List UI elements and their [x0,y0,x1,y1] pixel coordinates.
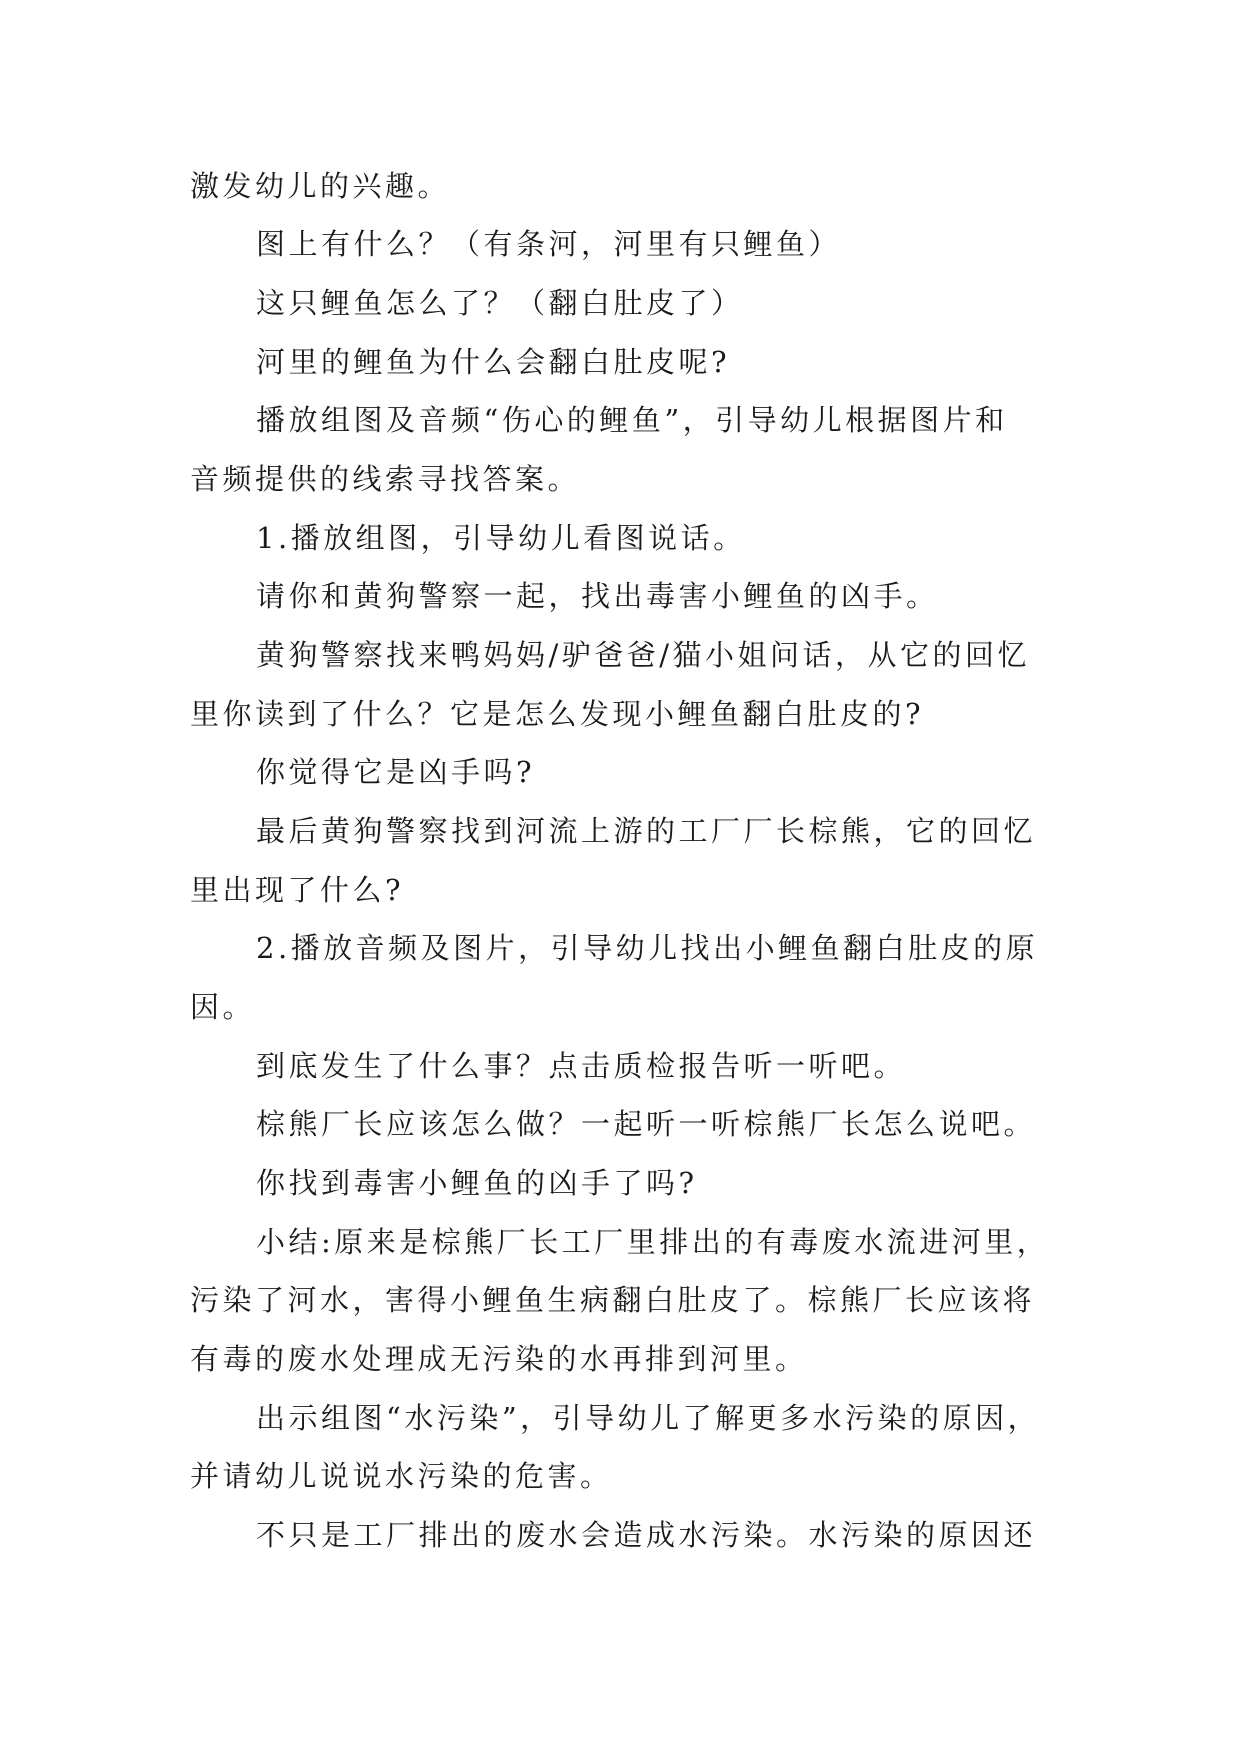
text-line: 播放组图及音频“伤心的鲤鱼”，引导幼儿根据图片和 [256,403,1008,437]
text-line: 激发幼儿的兴趣。 [190,169,451,203]
text-line: 小结:原来是棕熊厂长工厂里排出的有毒废水流进河里， [256,1225,1050,1259]
text-line: 最后黄狗警察找到河流上游的工厂厂长棕熊，它的回忆 [256,814,1037,848]
text-line: 音频提供的线索寻找答案。 [190,462,581,496]
text-line: 里出现了什么? [190,873,405,907]
text-line: 出示组图“水污染”，引导幼儿了解更多水污染的原因， [256,1401,1041,1435]
text-line: 并请幼儿说说水污染的危害。 [190,1459,613,1493]
text-line: 棕熊厂长应该怎么做？一起听一听棕熊厂长怎么说吧。 [256,1107,1037,1141]
text-line: 2.播放音频及图片，引导幼儿找出小鲤鱼翻白肚皮的原 [256,931,1039,965]
text-line: 到底发生了什么事？点击质检报告听一听吧。 [256,1049,907,1083]
text-line: 里你读到了什么？它是怎么发现小鲤鱼翻白肚皮的? [190,697,925,731]
text-line: 污染了河水，害得小鲤鱼生病翻白肚皮了。棕熊厂长应该将 [190,1283,1036,1317]
text-line: 不只是工厂排出的废水会造成水污染。水污染的原因还 [256,1518,1037,1552]
text-line: 黄狗警察找来鸭妈妈/驴爸爸/猫小姐问话，从它的回忆 [256,638,1031,672]
text-line: 这只鲤鱼怎么了？（翻白肚皮了） [256,286,744,320]
text-line: 你觉得它是凶手吗? [256,755,536,789]
text-line: 河里的鲤鱼为什么会翻白肚皮呢? [256,345,731,379]
text-line: 有毒的废水处理成无污染的水再排到河里。 [190,1342,808,1376]
text-line: 图上有什么？（有条河，河里有只鲤鱼） [256,227,842,261]
text-line: 请你和黄狗警察一起，找出毒害小鲤鱼的凶手。 [256,579,939,613]
text-line: 你找到毒害小鲤鱼的凶手了吗? [256,1166,698,1200]
text-line: 因。 [190,990,256,1024]
text-line: 1.播放组图，引导幼儿看图说话。 [256,521,746,555]
